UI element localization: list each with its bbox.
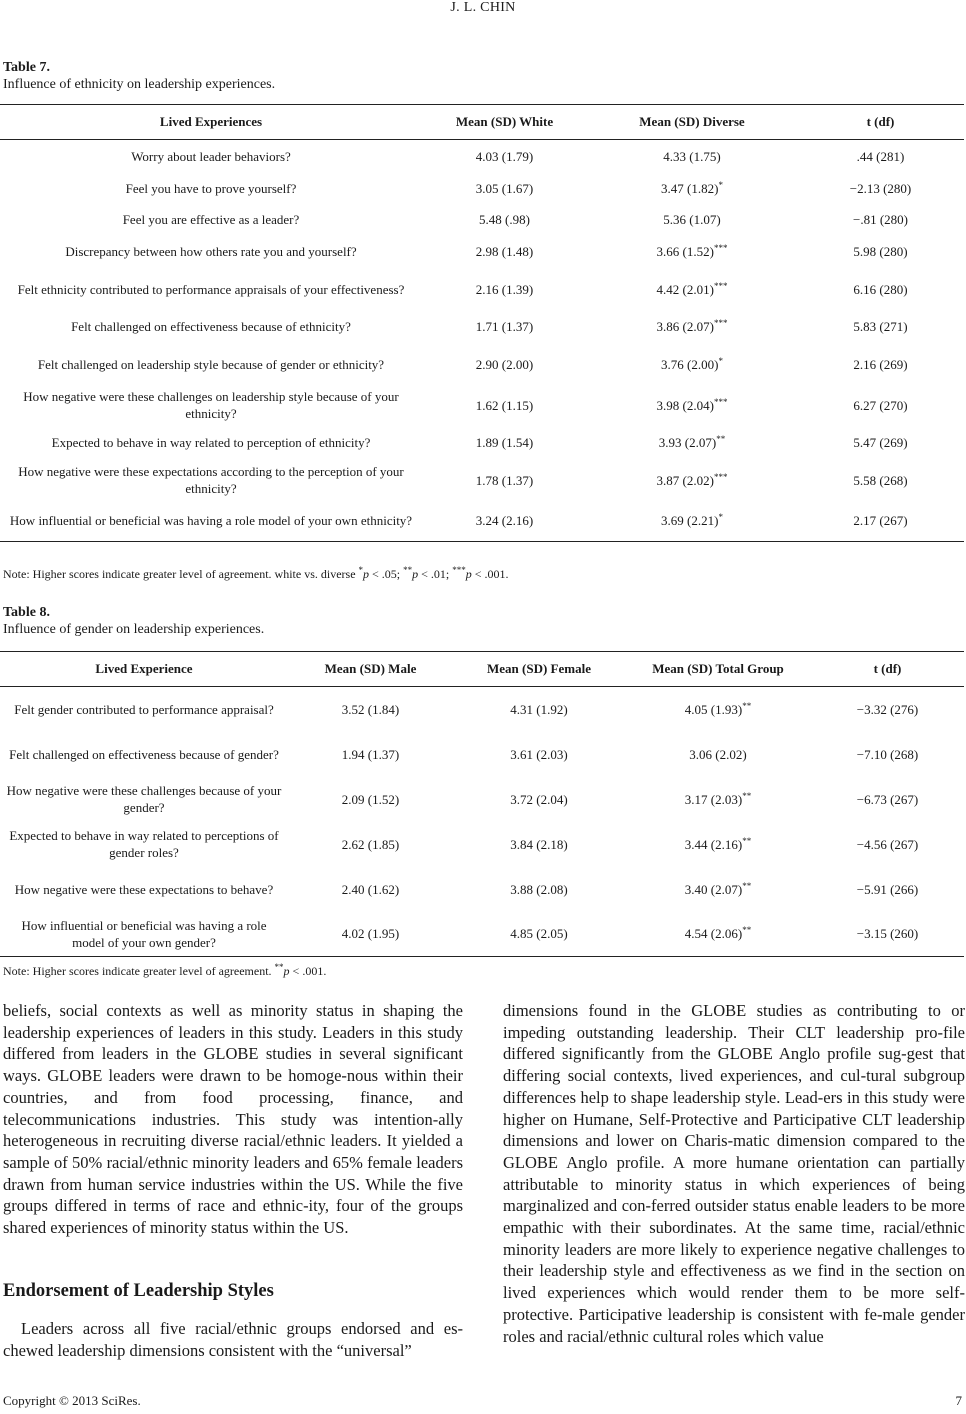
right-paragraph: dimensions found in the GLOBE studies as contributing to or impeding outstanding leadership. Their CLT leadership pro-file differed significantly from the GLOBE Anglo profile sug-gest that differing social contexts, lived experiences, and cul-tural subgroup differences help to shape leadership style. Lead-ers in this study were higher on Humane, Self-Protective and Participative CLT leadership dimensions and lower on Charis-matic dimension compared to the GLOBE Anglo profile. A more humane orientation can partially attributable to minority status in which experiences of being marginalized and con-ferred outsider status enable leaders to be more empathic with their subordinates. At the same time, racial/ethnic minority leaders are more likely to experience negative challenges to their leadership style and effectiveness as we find in the section on lived experiences which would render them to be more self-protective. Participative leadership is consistent with fe-male gender roles and racial/ethnic cultural roles which value [503, 1001, 965, 1346]
table8-cell-female: 3.84 (2.18) [510, 836, 568, 852]
table8-header-t: t (df) [873, 661, 902, 676]
table7-cell-experience: Worry about leader behaviors? [131, 148, 291, 164]
table7-cell-white: 4.03 (1.79) [475, 148, 534, 164]
table7-cell-white: 3.24 (2.16) [475, 513, 534, 529]
table7-row [0, 140, 964, 173]
table7-header-lived: Lived Experiences [159, 114, 263, 129]
table8-header-male: Mean (SD) Male [324, 661, 417, 676]
table7-cell-experience: How influential or beneficial was having a role model of your own ethnicity? [9, 513, 413, 529]
table8-cell-experience: How influential or beneficial was having a role model of your own gender? [21, 917, 267, 950]
table7-cell-diverse: 3.87 (2.02)*** [656, 471, 728, 488]
footer-page-number: 7 [955, 1393, 962, 1408]
table7-cell-t: 5.98 (280) [853, 244, 908, 259]
table7-cell-diverse: 4.42 (2.01)*** [656, 280, 728, 297]
table8-cell-female: 3.72 (2.04) [510, 791, 568, 807]
table8-row [0, 687, 964, 732]
table8-note: Note: Higher scores indicate greater level of agreement. **p < .001. [3, 962, 327, 978]
table7-header-white: Mean (SD) White [455, 114, 554, 129]
table8-cell-t: −6.73 (267) [856, 791, 919, 807]
table8-cell-male: 4.02 (1.95) [341, 926, 400, 942]
running-head: J. L. CHIN [450, 0, 516, 15]
table7-cell-experience: Felt ethnicity contributed to performance appraisals of your effectiveness? [17, 281, 405, 297]
footer-copyright: Copyright © 2013 SciRes. [3, 1393, 141, 1408]
table8-cell-t: −7.10 (268) [856, 746, 919, 762]
left-paragraph-2: Leaders across all five racial/ethnic groups endorsed and es-chewed leadership dimensions consistent with the “universal” [3, 1319, 463, 1360]
table8-cell-experience: How negative were these expectations to behave? [14, 881, 274, 897]
table7-row [0, 310, 964, 344]
table7-row [0, 385, 964, 426]
table7-cell-white: 2.90 (2.00) [475, 356, 534, 372]
table7-row [0, 460, 964, 501]
table7-cell-diverse: 3.69 (2.21)* [661, 512, 723, 529]
table8-cell-male: 2.40 (1.62) [341, 881, 400, 897]
table8-cell-male: 2.62 (1.85) [341, 836, 400, 852]
table7-header-row [0, 105, 964, 140]
table7-cell-t: −.81 (280) [853, 211, 908, 227]
right-column [503, 1000, 965, 1347]
table7-header-t: t (df) [866, 114, 895, 129]
left-column-2 [3, 1318, 463, 1361]
table8-cell-female: 4.31 (1.92) [510, 701, 568, 717]
table8-cell-experience: Felt gender contributed to performance appraisal? [14, 701, 274, 717]
table7-cell-diverse: 3.98 (2.04)*** [656, 396, 728, 413]
table8-cell-total: 3.44 (2.16)** [684, 835, 752, 852]
table8-header-row [0, 652, 964, 687]
table8-cell-female: 3.61 (2.03) [510, 746, 568, 762]
table7-cell-t: 2.16 (269) [853, 356, 908, 372]
table8-header-female: Mean (SD) Female [487, 661, 591, 676]
table7-row [0, 235, 964, 269]
table7-cell-experience: Expected to behave in way related to perception of ethnicity? [51, 435, 371, 450]
table7-cell-t: .44 (281) [856, 148, 905, 164]
table7-cell-white: 1.71 (1.37) [475, 319, 534, 334]
table7-title: Influence of ethnicity on leadership experiences. [3, 77, 276, 92]
table7-cell-white: 1.62 (1.15) [475, 397, 534, 413]
table7-cell-t: 2.17 (267) [853, 513, 908, 529]
table8-cell-male: 3.52 (1.84) [341, 701, 400, 717]
table8-row [0, 912, 964, 957]
table8-cell-total: 3.17 (2.03)** [684, 790, 752, 807]
table8-title: Influence of gender on leadership experiences. [3, 622, 265, 637]
table7-cell-t: −2.13 (280) [849, 180, 912, 196]
table7-note: Note: Higher scores indicate greater level of agreement. white vs. diverse *p < .05; **p < .01; ***p < .001. [3, 565, 509, 581]
table7-body [0, 140, 964, 542]
table8-header-lived: Lived Experience [95, 661, 193, 676]
table8-cell-male: 2.09 (1.52) [341, 791, 400, 807]
table7-cell-t: 6.27 (270) [853, 397, 908, 413]
table7-cell-t: 5.47 (269) [853, 435, 908, 450]
table7-row [0, 269, 964, 310]
table8-cell-t: −5.91 (266) [856, 881, 919, 897]
table8-row [0, 822, 964, 867]
table7-cell-experience: How negative were these challenges on leadership style because of your ethnicity? [23, 389, 399, 421]
table7-cell-diverse: 4.33 (1.75) [663, 148, 721, 164]
table7-row [0, 426, 964, 460]
table8-cell-t: −4.56 (267) [856, 836, 919, 852]
table8-cell-t: −3.15 (260) [856, 926, 919, 942]
table7-cell-experience: Feel you are effective as a leader? [122, 211, 300, 227]
table8 [0, 651, 964, 957]
table7-cell-t: 5.83 (271) [853, 319, 908, 334]
table8-cell-experience: Felt challenged on effectiveness because of gender? [9, 746, 279, 762]
table7-cell-experience: Felt challenged on leadership style because of gender or ethnicity? [37, 356, 385, 372]
table7-cell-experience: Feel you have to prove yourself? [125, 180, 297, 196]
table7-cell-t: 5.58 (268) [853, 472, 908, 488]
table7-caption [3, 59, 275, 93]
table7-cell-diverse: 3.93 (2.07)** [658, 434, 726, 450]
table8-cell-t: −3.32 (276) [856, 701, 919, 717]
left-column [3, 1000, 463, 1239]
table7-header-diverse: Mean (SD) Diverse [639, 114, 745, 129]
table7-cell-white: 2.98 (1.48) [475, 244, 534, 259]
table7-cell-experience: Discrepancy between how others rate you and yourself? [65, 244, 357, 259]
table8-body [0, 687, 964, 957]
left-paragraph-1: beliefs, social contexts as well as minority status in shaping the leadership experiences of leaders in this study. Leaders in this study differed from leaders in the GLOBE studies in several significant ways. GLOBE leaders were drawn to be homoge-nous within their countries, and from food processing, finance, and telecommunications industries. This study was intention-ally heterogeneous in recruiting diverse racial/ethnic leaders. It yielded a sample of 50% racial/ethnic minority leaders and 65% female leaders drawn from human service industries within the US. While the five groups differed in terms of race and ethnic-ity, four of the groups shared experiences of minority status within the US. [3, 1001, 463, 1238]
table7-cell-diverse: 3.76 (2.00)* [661, 355, 723, 372]
table7-row [0, 501, 964, 542]
table8-row [0, 732, 964, 777]
table7-cell-diverse: 5.36 (1.07) [663, 211, 721, 227]
section-heading: Endorsement of Leadership Styles [3, 1281, 274, 1301]
table8-cell-female: 3.88 (2.08) [510, 881, 568, 897]
table8-cell-female: 4.85 (2.05) [510, 926, 568, 942]
table7 [0, 104, 964, 542]
table8-row [0, 867, 964, 912]
table8-cell-total: 4.05 (1.93)** [684, 700, 752, 717]
table7-cell-experience: How negative were these expectations according to the perception of your ethnicity? [18, 464, 404, 496]
table8-row [0, 777, 964, 822]
table8-cell-experience: Expected to behave in way related to perceptions of gender roles? [9, 828, 279, 860]
table8-cell-experience: How negative were these challenges because of your gender? [6, 783, 282, 815]
table7-cell-experience: Felt challenged on effectiveness because of ethnicity? [71, 319, 351, 334]
table8-header-total: Mean (SD) Total Group [652, 661, 784, 676]
table7-cell-diverse: 3.86 (2.07)*** [656, 318, 728, 334]
table7-label: Table 7. [3, 60, 50, 75]
table7-cell-diverse: 3.47 (1.82)* [661, 179, 723, 196]
table7-cell-white: 2.16 (1.39) [475, 281, 534, 297]
table7-row [0, 204, 964, 235]
table8-caption [3, 604, 264, 638]
table8-cell-total: 4.54 (2.06)** [684, 925, 752, 942]
table7-cell-t: 6.16 (280) [853, 281, 908, 297]
table7-row [0, 344, 964, 385]
table8-cell-total: 3.06 (2.02) [689, 746, 747, 762]
table7-cell-white: 5.48 (.98) [479, 211, 530, 227]
table8-cell-total: 3.40 (2.07)** [684, 880, 752, 897]
table8-cell-male: 1.94 (1.37) [341, 746, 400, 762]
table7-row [0, 173, 964, 204]
table7-cell-white: 3.05 (1.67) [475, 180, 534, 196]
table7-cell-white: 1.89 (1.54) [475, 435, 534, 450]
table7-cell-diverse: 3.66 (1.52)*** [656, 243, 728, 259]
table7-cell-white: 1.78 (1.37) [475, 472, 534, 488]
table8-label: Table 8. [3, 605, 50, 620]
